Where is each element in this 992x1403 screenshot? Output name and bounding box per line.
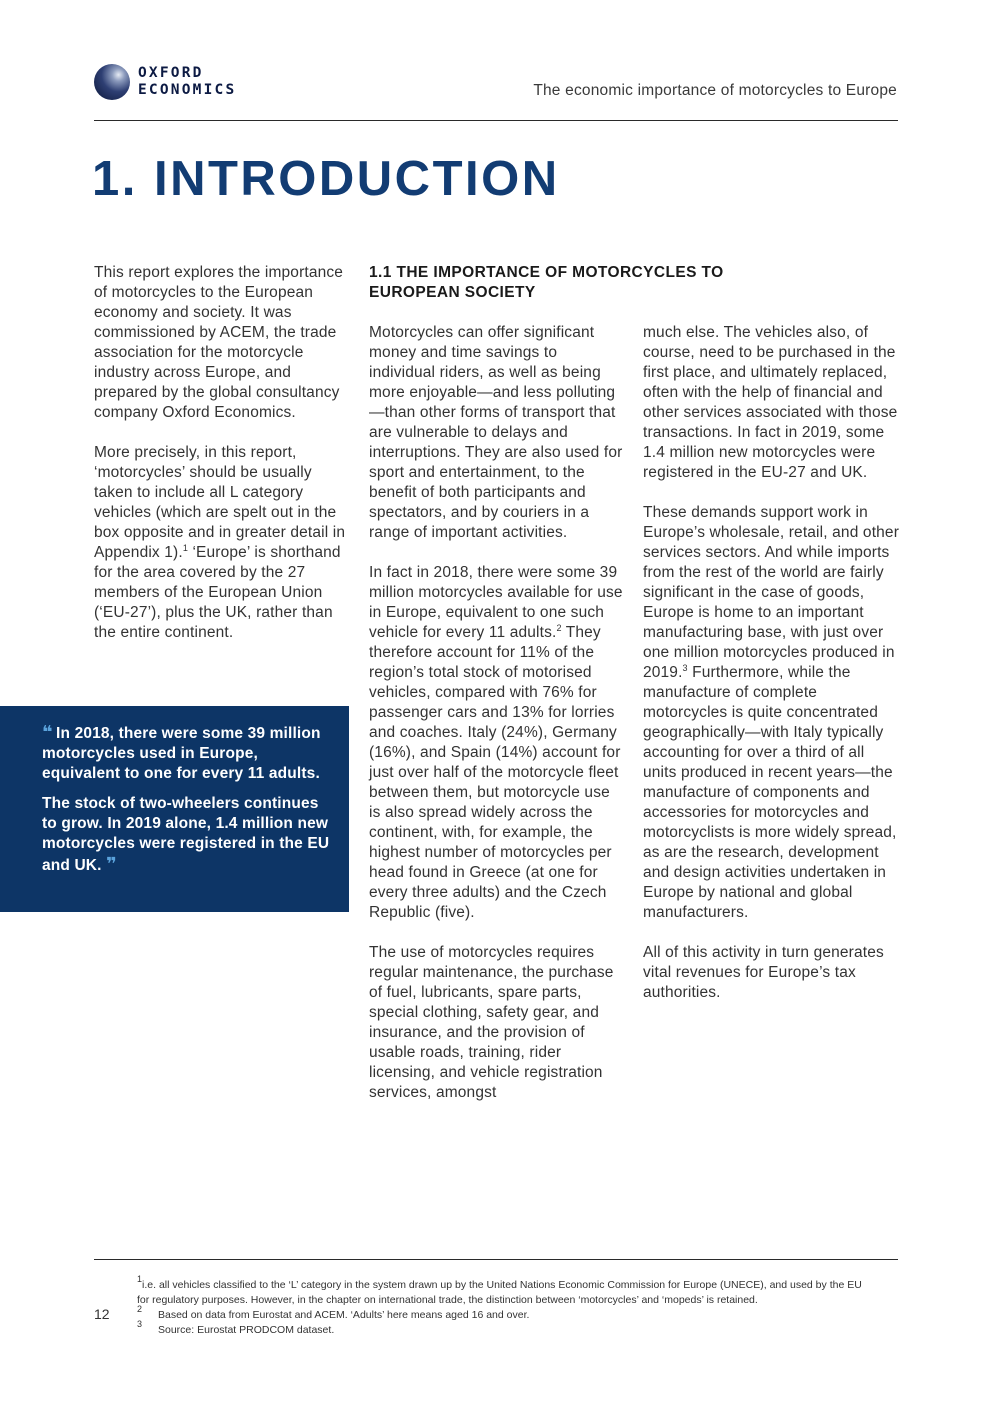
close-quote-icon: ❞ — [106, 854, 116, 874]
footnote-3-text: Source: Eurostat PRODCOM dataset. — [158, 1324, 335, 1336]
logo-line-economics: ECONOMICS — [138, 82, 237, 98]
right-paragraph-2-text-a: These demands support work in Europe’s wholesale, retail, and other services sectors. And while imports from the rest of the world are fairly significant in the case of goods, Europe is home to an important manufacturing base, with just over one million motorcycles produced in 2019. — [643, 504, 900, 681]
footnote-ref-2[interactable]: 2 — [556, 623, 562, 633]
page-number: 12 — [94, 1306, 110, 1322]
pull-quote-box — [0, 706, 349, 912]
middle-paragraph-2-text-b: They therefore account for 11% of the region’s total stock of motorised vehicles, compared with 76% for passenger cars and 13% for lorries and coaches. Italy (24%), Germany (16%), and Spain (14%) account for just over half of the motorcycle fleet between them, but motorcycle use is also spread widely across the continent, with, for example, the highest number of motorcycles per head found in Greece (at one for every three adults) and the Czech Republic (five). — [369, 624, 621, 921]
logo-line-oxford: OXFORD — [138, 65, 204, 81]
left-paragraph-2-text-a: More precisely, in this report, ‘motorcycles’ should be usually taken to include all L category vehicles (which are spelt out in the box opposite and in greater detail in Appendix 1). — [94, 444, 346, 561]
right-paragraph-2-text-b: Furthermore, while the manufacture of complete motorcycles is quite concentrated geographically—with Italy typically accounting for over a third of all units produced in recent years—the manufacture of components and accessories for motorcycles and motorcyclists is more widely spread, as are the research, development and design activities undertaken in Europe by national and global manufacturers. — [643, 664, 897, 921]
right-paragraph-1: much else. The vehicles also, of course, need to be purchased in the first place, and ultimately replaced, often with the help of financial and other services associated with those transactions. In fact in 2019, some 1.4 million new motorcycles were registered in the EU-27 and UK. — [643, 324, 898, 481]
footnote-3 — [137, 1319, 867, 1338]
pull-quote-text-1: In 2018, there were some 39 million motorcycles used in Europe, equivalent to one for every 11 adults. — [42, 725, 321, 782]
left-column — [94, 263, 350, 663]
footnote-3-number: 3 — [137, 1319, 143, 1329]
footnote-1 — [137, 1274, 867, 1308]
footnote-2 — [137, 1304, 867, 1323]
section-heading — [369, 263, 769, 303]
pull-quote-text — [42, 722, 337, 886]
pull-quote-text-2: The stock of two-wheelers continues to grow. In 2019 alone, 1.4 million new motorcycles were registered in the EU and UK. — [42, 795, 330, 874]
footnote-ref-3[interactable]: 3 — [682, 663, 688, 673]
footnote-2-number: 2 — [137, 1304, 143, 1314]
footnote-1-text: i.e. all vehicles classified to the ‘L’ category in the system drawn up by the United Nations Economic Commission for Europe (UNECE), and used by the EU for regulatory purposes. However, in the chapter on international trade, the distinction between ‘motorcycles’ and ‘mopeds’ is retained. — [137, 1279, 862, 1306]
middle-paragraph-2 — [369, 563, 625, 923]
oxford-economics-logo — [138, 65, 236, 99]
right-paragraph-3: All of this activity in turn generates vital revenues for Europe’s tax authorities. — [643, 944, 884, 1001]
middle-paragraph-2-text-a: In fact in 2018, there were some 39 million motorcycles available for use in Europe, equivalent to one such vehicle for every 11 adults. — [369, 564, 623, 641]
section-heading-line-1: 1.1 THE IMPORTANCE OF MOTORCYCLES TO — [369, 264, 724, 281]
middle-paragraph-1: Motorcycles can offer significant money and time savings to individual riders, as well as being more enjoyable—and less polluting—than other forms of transport that are vulnerable to delays and interruptions. They are also used for sport and entertainment, to the benefit of both participants and spectators, and by couriers in a range of important activities. — [369, 324, 623, 541]
pull-quote-paragraph-1 — [42, 722, 337, 784]
footnote-1-number: 1 — [137, 1274, 143, 1284]
footer-divider — [94, 1259, 898, 1260]
left-paragraph-2 — [94, 443, 350, 643]
left-paragraph-1: This report explores the importance of motorcycles to the European economy and society. It was commissioned by ACEM, the trade association for the motorcycle industry across Europe, and prepared by the global consultancy company Oxford Economics. — [94, 264, 344, 421]
right-column — [643, 323, 899, 1023]
footnote-2-text: Based on data from Eurostat and ACEM. ‘Adults’ here means aged 16 and over. — [158, 1309, 530, 1321]
open-quote-icon: ❝ — [42, 722, 52, 742]
header-divider — [94, 120, 898, 121]
left-paragraph-2-text-b: ‘Europe’ is shorthand for the area covered by the 27 members of the European Union (‘EU-27’), plus the UK, rather than the entire continent. — [94, 544, 341, 641]
footnote-ref-1[interactable]: 1 — [182, 543, 188, 553]
middle-column — [369, 323, 625, 1123]
section-heading-line-2: EUROPEAN SOCIETY — [369, 284, 536, 301]
middle-paragraph-3: The use of motorcycles requires regular maintenance, the purchase of fuel, lubricants, spare parts, special clothing, safety gear, and insurance, and the provision of usable roads, training, rider licensing, and vehicle registration services, amongst — [369, 944, 614, 1101]
footnotes — [137, 1274, 867, 1338]
right-paragraph-2 — [643, 503, 899, 923]
pull-quote-paragraph-2 — [42, 794, 337, 876]
oxford-economics-logo-globe-icon — [94, 64, 130, 100]
page-title: 1. INTRODUCTION — [92, 152, 560, 206]
report-title: The economic importance of motorcycles to Europe — [533, 82, 897, 99]
